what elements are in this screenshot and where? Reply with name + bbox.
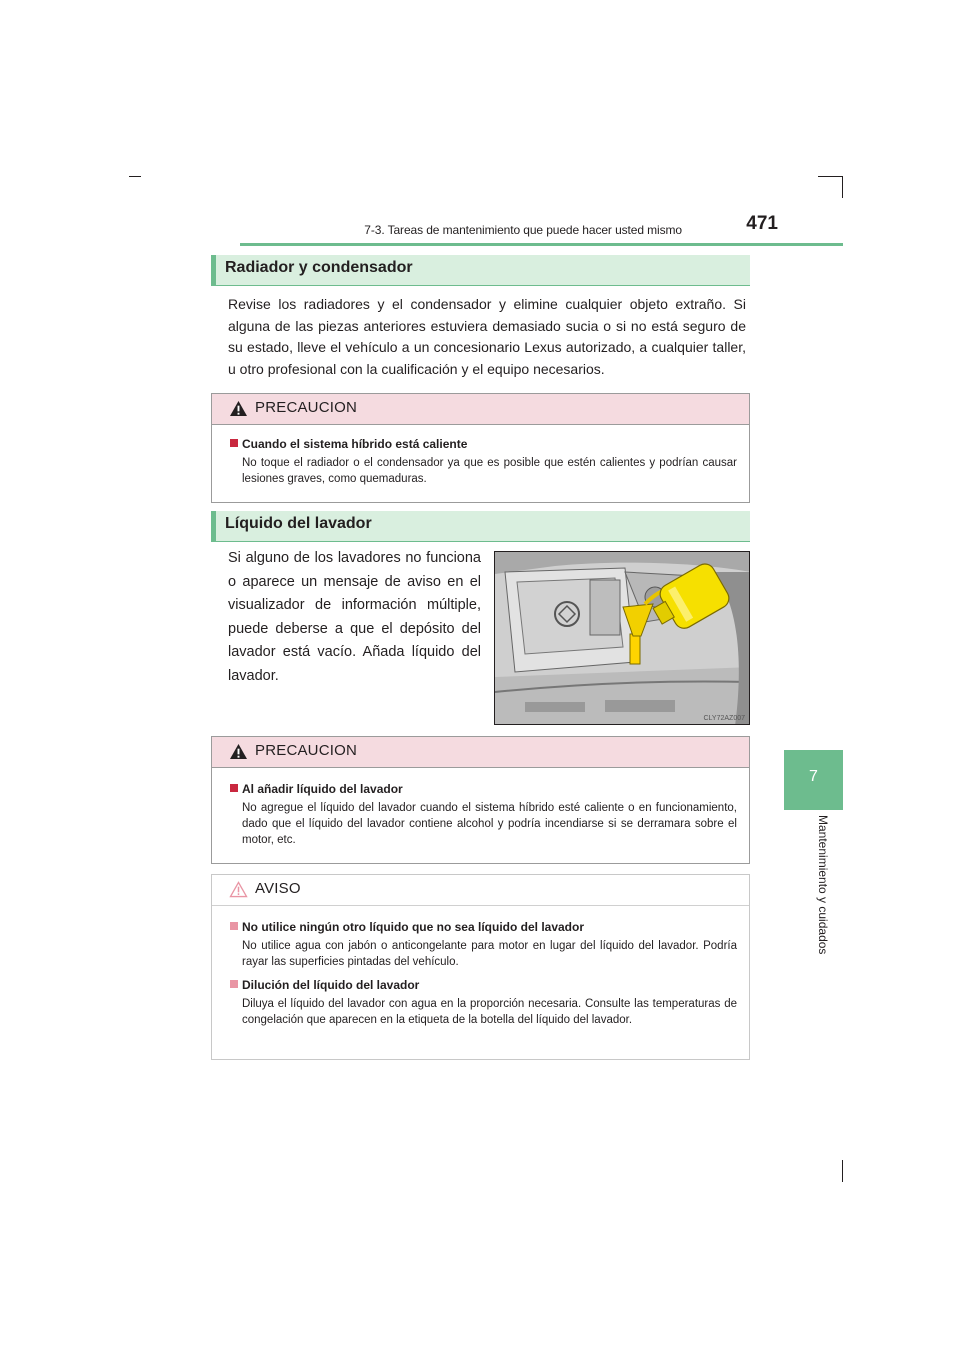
engine-washer-illustration — [494, 551, 750, 725]
warning-triangle-icon — [229, 743, 248, 760]
chapter-number: 7 — [809, 768, 818, 785]
caution-header — [212, 737, 749, 768]
page-number: 471 — [746, 213, 778, 234]
notice-box — [211, 874, 750, 1060]
notice-item-title: Dilución del líquido del lavador — [230, 977, 737, 994]
notice-item-text: Diluya el líquido del lavador con agua en la proporción necesaria. Consulte las temperaturas de congelación que aparecen en la etiqueta de la botella del líquido del lavador. — [242, 998, 737, 1026]
washer-paragraph: Si alguno de los lavadores no funciona o aparece un mensaje de aviso en el visualizador de información múltiple, puede deberse a que el depósito del lavador está vacío. Añada líquido del lavador. — [228, 550, 481, 684]
running-header: 7-3. Tareas de mantenimiento que puede hacer usted mismo — [364, 223, 682, 237]
square-bullet-icon — [230, 439, 238, 447]
caution-label: PRECAUCION — [255, 742, 358, 759]
notice-item-text: No utilice agua con jabón o anticongelante para motor en lugar del líquido del lavador. Podría rayar las superficies pintadas del vehículo. — [242, 940, 737, 968]
section-heading-text: Radiador y condensador — [225, 259, 413, 276]
notice-item-title: No utilice ningún otro líquido que no sea líquido del lavador — [230, 919, 737, 936]
warning-triangle-icon — [229, 400, 248, 417]
warning-triangle-outline-icon — [229, 881, 248, 898]
caution-box — [211, 736, 750, 864]
crop-mark — [842, 176, 843, 198]
notice-label: AVISO — [255, 880, 301, 897]
section-heading-text: Líquido del lavador — [225, 515, 372, 532]
square-bullet-icon — [230, 784, 238, 792]
header-rule — [240, 243, 843, 246]
crop-mark — [842, 1160, 843, 1182]
notice-item — [230, 977, 737, 1028]
notice-header — [212, 875, 749, 906]
caution-item — [230, 436, 737, 487]
caution-box — [211, 393, 750, 503]
square-bullet-icon — [230, 922, 238, 930]
caution-item-text: No toque el radiador o el condensador ya que es posible que estén calientes y podrían causar lesiones graves, como quemaduras. — [242, 457, 737, 485]
square-bullet-icon — [230, 980, 238, 988]
crop-mark — [818, 176, 843, 177]
engine-bay-drawing — [495, 552, 750, 725]
caution-item — [230, 781, 737, 848]
figure-code: CLY72AZ007 — [703, 715, 745, 722]
caution-item-title: Cuando el sistema híbrido está caliente — [230, 436, 737, 453]
caution-item-text: No agregue el líquido del lavador cuando el sistema híbrido esté caliente o en funcionamiento, dado que el líquido del lavador contiene alcohol y podría incendiarse si se derramara sobre el motor, etc. — [242, 802, 737, 846]
caution-label: PRECAUCION — [255, 399, 358, 416]
chapter-label: Mantenimiento y cuidados — [816, 815, 830, 955]
caution-header — [212, 394, 749, 425]
section-heading-washer — [211, 511, 750, 542]
section-heading-radiator — [211, 255, 750, 286]
notice-item — [230, 919, 737, 970]
caution-item-title: Al añadir líquido del lavador — [230, 781, 737, 798]
radiator-paragraph: Revise los radiadores y el condensador y elimine cualquier objeto extraño. Si alguna de las piezas anteriores estuviera demasiado sucia o si no está seguro de su estado, lleve el vehículo a un concesionario Lexus autorizado, a cualquier taller, u otro profesional con la cualificación y el equipo necesarios. — [228, 296, 746, 377]
crop-mark — [129, 176, 141, 177]
